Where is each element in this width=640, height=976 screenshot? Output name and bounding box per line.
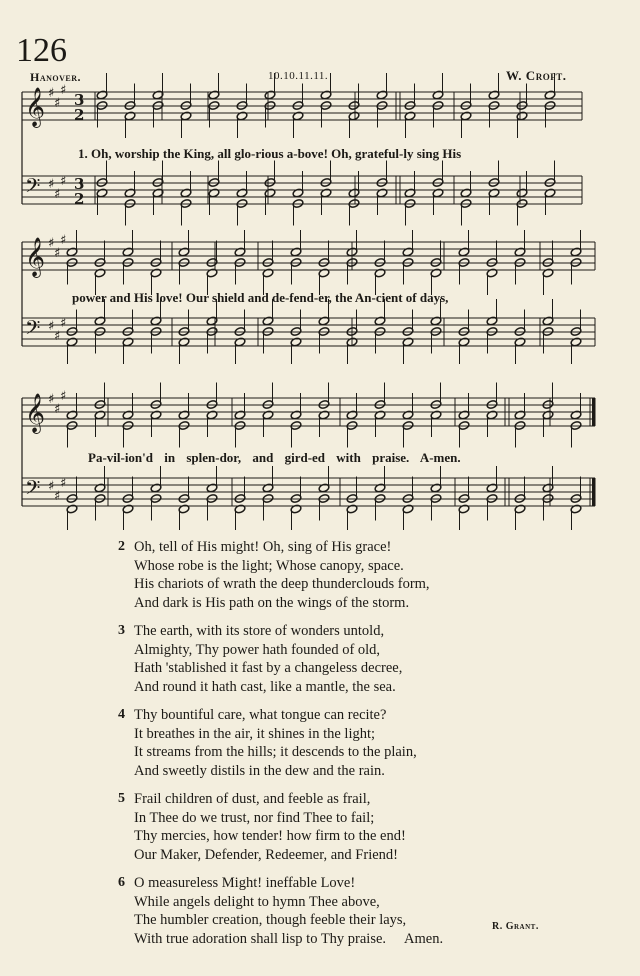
meter: 10.10.11.11. bbox=[268, 70, 329, 82]
stanza-5 bbox=[118, 790, 538, 864]
sharp-icon: ♯ bbox=[60, 476, 67, 491]
sharp-icon: ♯ bbox=[60, 174, 67, 189]
stanza-2 bbox=[118, 538, 538, 612]
verse-line bbox=[134, 930, 538, 949]
stanza-6 bbox=[118, 874, 538, 948]
stanza-number: 4 bbox=[118, 707, 125, 722]
lyric-line-1: 1. Oh, worship the King, all glo-rious a-bove! Oh, grateful-ly sing His bbox=[78, 146, 462, 161]
treble-clef-icon: 𝄞 bbox=[25, 237, 46, 277]
stanza-number: 6 bbox=[118, 875, 125, 890]
verse-line: Thy bountiful care, what tongue can recite? bbox=[134, 707, 387, 723]
lyric-line-3: Pa-vil-ion'd in splen-dor, and gird-ed with praise. A-men. bbox=[88, 450, 461, 465]
bass-clef-icon: 𝄢 bbox=[25, 476, 41, 504]
verse-line: While angels delight to hymn Thee above, bbox=[134, 893, 380, 910]
sharp-icon: ♯ bbox=[60, 316, 67, 331]
verse-line: Almighty, Thy power hath founded of old, bbox=[134, 641, 381, 658]
sharp-icon: ♯ bbox=[60, 389, 67, 404]
verse-line-text: With true adoration shall lisp to Thy praise. bbox=[134, 930, 387, 947]
tune-name: Hanover. bbox=[30, 70, 82, 84]
sharp-icon: ♯ bbox=[60, 233, 67, 248]
sharp-icon: ♯ bbox=[54, 489, 61, 504]
stanza-number: 5 bbox=[118, 791, 125, 806]
sharp-icon: ♯ bbox=[48, 392, 55, 407]
sharp-icon: ♯ bbox=[54, 246, 61, 261]
sharp-icon: ♯ bbox=[48, 319, 55, 334]
sharp-icon: ♯ bbox=[60, 83, 67, 98]
amen: Amen. bbox=[404, 930, 444, 947]
verse-line: Thy mercies, how tender! how firm to the end! bbox=[134, 828, 406, 844]
sharp-icon: ♯ bbox=[48, 177, 55, 192]
verse-line: Frail children of dust, and feeble as frail, bbox=[134, 791, 371, 807]
verse-line: Whose robe is the light; Whose canopy, space. bbox=[134, 557, 404, 574]
stanza-number: 3 bbox=[118, 623, 125, 638]
verse-line: Our Maker, Defender, Redeemer, and Friend! bbox=[134, 846, 398, 863]
verse-line: And dark is His path on the wings of the storm. bbox=[134, 594, 410, 611]
verse-line: The earth, with its store of wonders untold, bbox=[134, 623, 385, 639]
sharp-icon: ♯ bbox=[48, 236, 55, 251]
verse-line: The humbler creation, though feeble their lays, bbox=[134, 912, 407, 928]
stanza-3 bbox=[118, 622, 538, 696]
sharp-icon: ♯ bbox=[48, 479, 55, 494]
verse-line: His chariots of wrath the deep thunderclouds form, bbox=[134, 576, 430, 592]
treble-clef-icon: 𝄞 bbox=[25, 393, 46, 433]
time-signature-top: 3 bbox=[74, 175, 85, 193]
verse-line: It streams from the hills; it descends to the plain, bbox=[134, 744, 417, 760]
sharp-icon: ♯ bbox=[54, 329, 61, 344]
treble-clef-icon: 𝄞 bbox=[25, 87, 46, 127]
stanza-number: 2 bbox=[118, 539, 125, 554]
verse-line: O measureless Might! ineffable Love! bbox=[134, 875, 356, 891]
verse-line: In Thee do we trust, nor find Thee to fail; bbox=[134, 809, 375, 826]
composer: W. Croft. bbox=[506, 68, 567, 83]
time-signature-bottom: 2 bbox=[74, 106, 85, 124]
verse-line: It breathes in the air, it shines in the light; bbox=[134, 725, 376, 742]
verse-line: And sweetly distils in the dew and the rain. bbox=[134, 762, 385, 779]
final-barline bbox=[592, 478, 595, 506]
verse-line: And round it hath cast, like a mantle, the sea. bbox=[134, 678, 396, 695]
bass-clef-icon: 𝄢 bbox=[25, 316, 41, 344]
bass-clef-icon: 𝄢 bbox=[25, 174, 41, 202]
time-signature-top: 3 bbox=[74, 91, 85, 109]
time-signature-bottom: 2 bbox=[74, 190, 85, 208]
lyric-line-2: power and His love! Our shield and de-fend-er, the An-cient of days, bbox=[72, 290, 449, 305]
sharp-icon: ♯ bbox=[54, 187, 61, 202]
hymn-number: 126 bbox=[16, 32, 67, 69]
sharp-icon: ♯ bbox=[54, 402, 61, 417]
sharp-icon: ♯ bbox=[54, 96, 61, 111]
verses bbox=[118, 538, 538, 958]
sharp-icon: ♯ bbox=[48, 86, 55, 101]
verse-line: Hath 'stablished it fast by a changeless decree, bbox=[134, 660, 403, 676]
stanza-4 bbox=[118, 706, 538, 780]
text-author: R. Grant. bbox=[492, 921, 539, 932]
final-barline bbox=[592, 398, 595, 426]
verse-line: Oh, tell of His might! Oh, sing of His grace! bbox=[134, 539, 392, 555]
